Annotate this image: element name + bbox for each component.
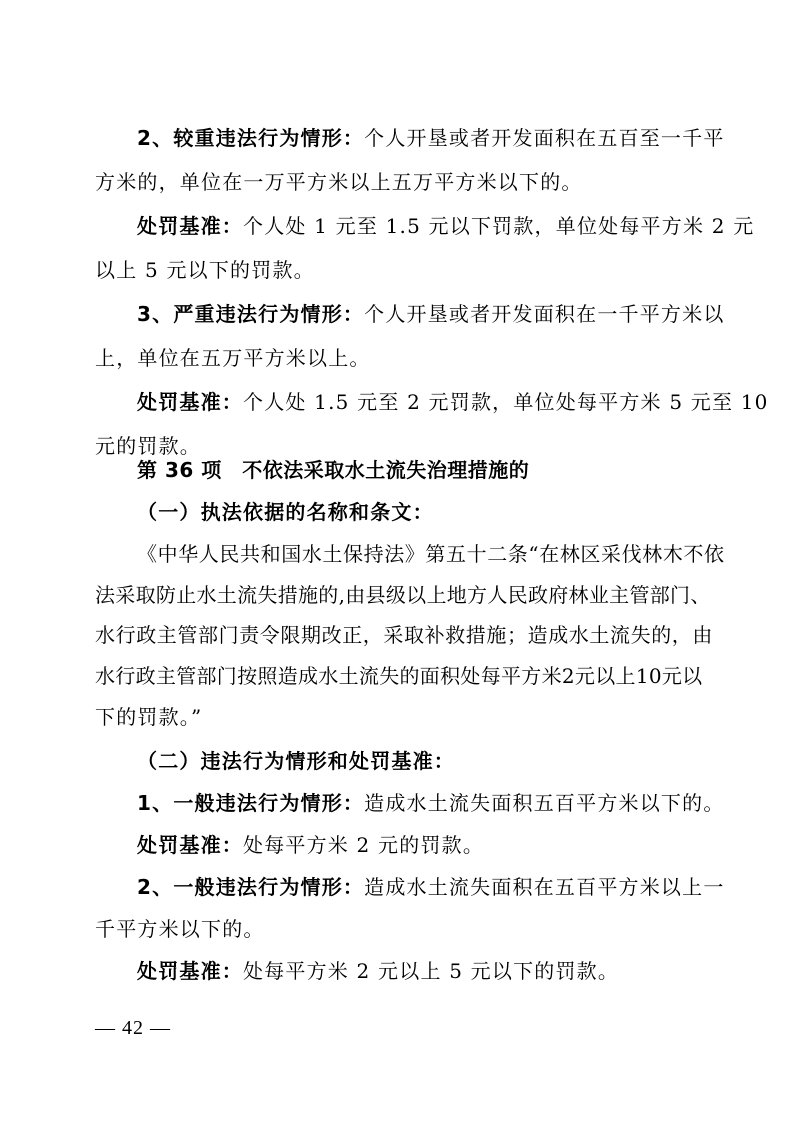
line-text: 处每平方米 2 元的罚款。 — [243, 833, 485, 857]
law-text-line: 法采取防止水土流失措施的,由县级以上地方人民政府林业主管部门、 — [95, 583, 711, 607]
line-lead: 3、严重违法行为情形： — [137, 302, 365, 326]
line-lead: 处罚基准： — [137, 959, 243, 983]
page-number: — 42 — — [95, 1017, 171, 1039]
line-text: 元的罚款。 — [95, 434, 201, 458]
line-text: 千平方米以下的。 — [95, 917, 265, 941]
text-line — [137, 389, 769, 415]
line-text: 方米的，单位在一万平方米以上五万平方米以下的。 — [95, 170, 583, 194]
text-line — [137, 125, 725, 151]
text-line — [137, 958, 619, 984]
text-line — [95, 433, 201, 459]
line-text: 个人处 1 元至 1.5 元以下罚款，单位处每平方米 2 元 — [243, 214, 755, 238]
text-line — [95, 169, 583, 195]
text-line — [137, 874, 725, 900]
line-text: 造成水土流失面积在五百平方米以上一 — [364, 875, 725, 899]
section-heading: （二）违法行为情形和处罚基准： — [137, 749, 455, 773]
text-line — [95, 257, 315, 283]
line-lead: 处罚基准： — [137, 214, 243, 238]
item-heading: 第 36 项 不依法采取水土流失治理措施的 — [137, 458, 530, 482]
line-text: 处每平方米 2 元以上 5 元以下的罚款。 — [243, 959, 620, 983]
line-text: 个人开垦或者开发面积在一千平方米以 — [364, 302, 725, 326]
line-text: 造成水土流失面积五百平方米以下的。 — [364, 791, 725, 815]
law-text-line: 下的罚款。” — [95, 705, 203, 729]
law-text-line: 《中华人民共和国水土保持法》第五十二条“在林区采伐林木不依 — [137, 542, 725, 566]
text-line — [137, 790, 725, 816]
text-line — [137, 301, 725, 327]
line-lead: 2、较重违法行为情形： — [137, 126, 365, 150]
text-line — [95, 916, 265, 942]
line-text: 上，单位在五万平方米以上。 — [95, 346, 371, 370]
section-heading: （一）执法依据的名称和条文： — [137, 500, 434, 524]
text-line — [137, 832, 484, 858]
line-lead: 1、一般违法行为情形： — [137, 791, 365, 815]
line-lead: 处罚基准： — [137, 833, 243, 857]
line-text: 个人开垦或者开发面积在五百至一千平 — [364, 126, 725, 150]
text-line — [95, 345, 371, 371]
text-line — [137, 213, 754, 239]
law-text-line: 水行政主管部门责令限期改正，采取补救措施；造成水土流失的，由 — [95, 623, 713, 647]
line-lead: 2、一般违法行为情形： — [137, 875, 365, 899]
line-text: 以上 5 元以下的罚款。 — [95, 258, 315, 282]
line-text: 个人处 1.5 元至 2 元罚款，单位处每平方米 5 元至 10 — [243, 390, 769, 414]
line-lead: 处罚基准： — [137, 390, 243, 414]
law-text-line: 水行政主管部门按照造成水土流失的面积处每平方米2元以上10元以 — [95, 664, 703, 688]
